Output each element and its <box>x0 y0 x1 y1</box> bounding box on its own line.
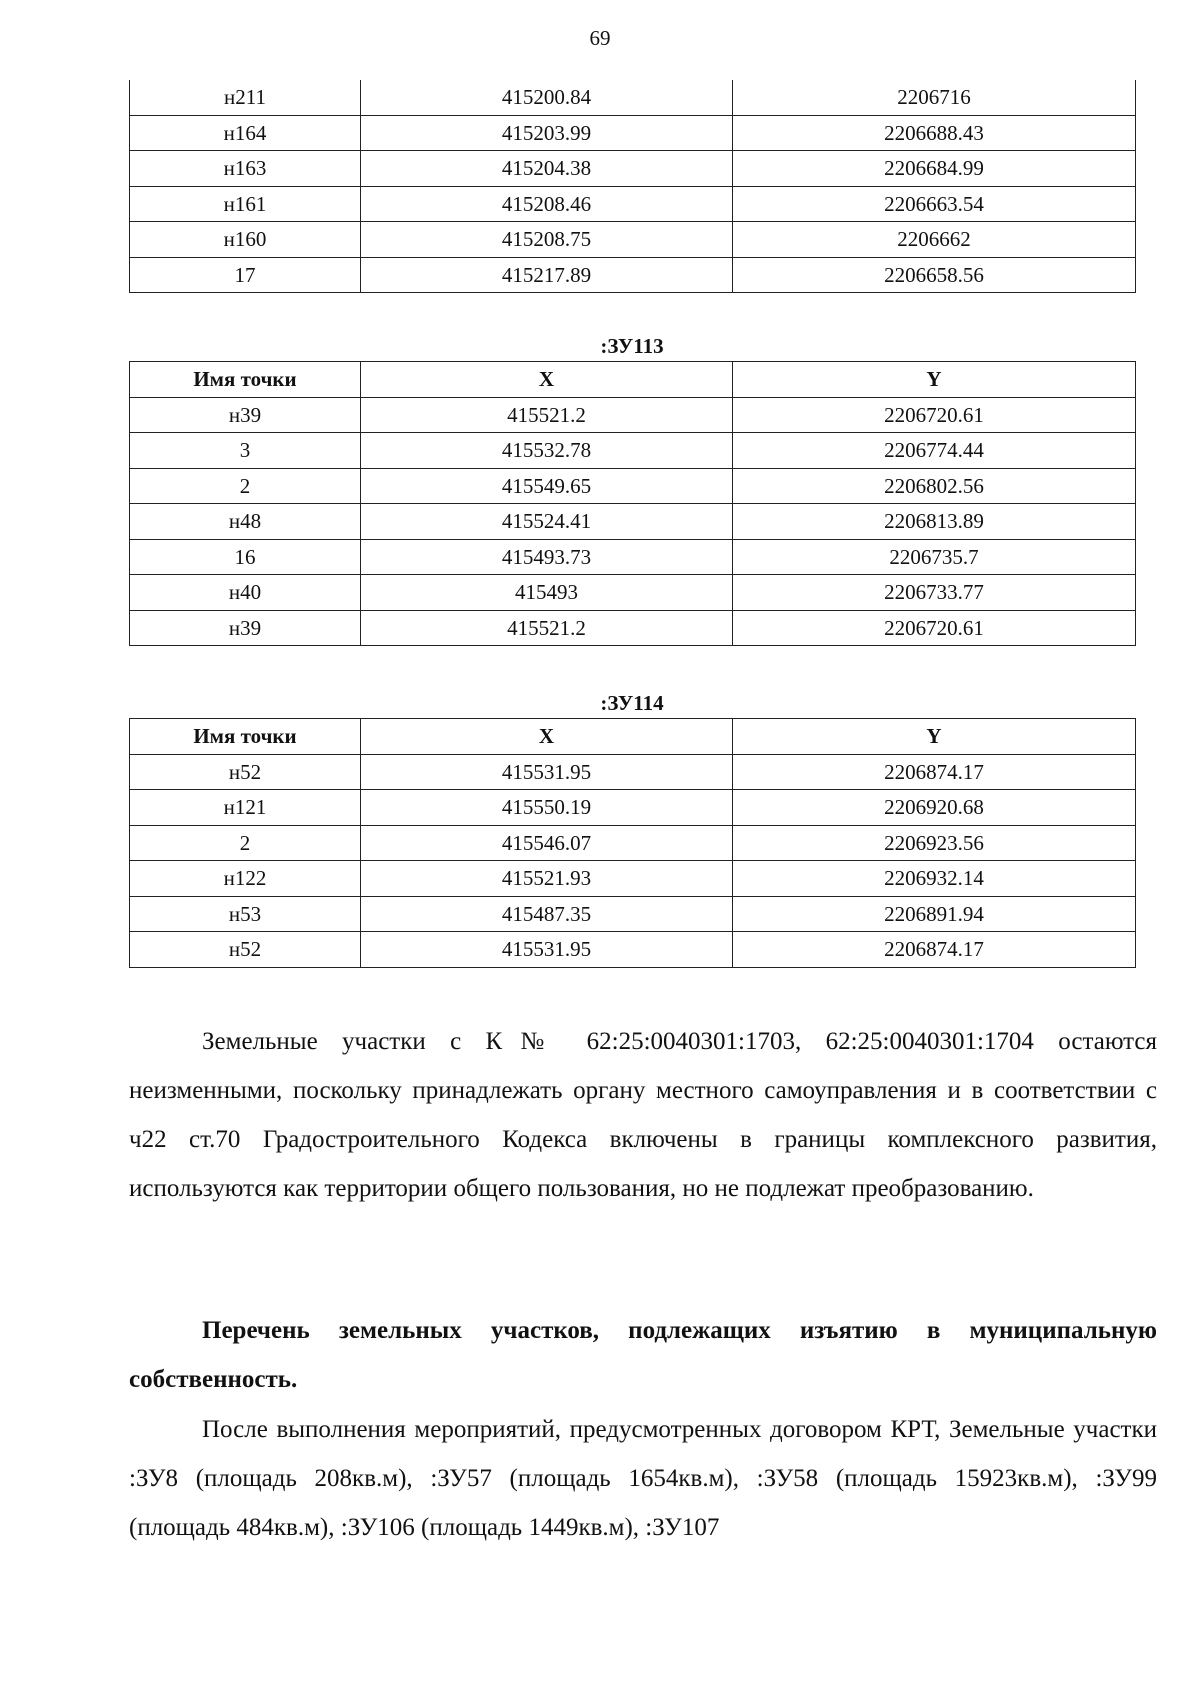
point-name-cell: н121 <box>130 790 361 826</box>
table-row <box>130 610 1136 646</box>
y-cell: 2206688.43 <box>733 115 1136 151</box>
y-cell: 2206658.56 <box>733 257 1136 293</box>
x-cell: 415531.95 <box>361 932 733 968</box>
x-cell: 415204.38 <box>361 151 733 187</box>
coordinates-table-zu114 <box>129 718 1136 968</box>
table-row <box>130 539 1136 575</box>
x-cell: 415521.93 <box>361 861 733 897</box>
table-row <box>130 151 1136 187</box>
x-cell: 415208.46 <box>361 186 733 222</box>
x-cell: 415521.2 <box>361 397 733 433</box>
x-cell: 415524.41 <box>361 504 733 540</box>
coordinates-table-zu113 <box>129 361 1136 646</box>
table-row <box>130 896 1136 932</box>
point-name-cell: 16 <box>130 539 361 575</box>
header-x: X <box>361 719 733 755</box>
table-row <box>130 186 1136 222</box>
x-cell: 415200.84 <box>361 80 733 115</box>
point-name-cell: н211 <box>130 80 361 115</box>
x-cell: 415487.35 <box>361 896 733 932</box>
point-name-cell: 17 <box>130 257 361 293</box>
header-y: Y <box>733 719 1136 755</box>
table-row <box>130 754 1136 790</box>
table-header-row <box>130 362 1136 398</box>
table-row <box>130 932 1136 968</box>
x-cell: 415532.78 <box>361 433 733 469</box>
y-cell: 2206720.61 <box>733 610 1136 646</box>
table-row <box>130 257 1136 293</box>
table-caption-zu114: :ЗУ114 <box>600 691 664 715</box>
y-cell: 2206802.56 <box>733 468 1136 504</box>
point-name-cell: н52 <box>130 932 361 968</box>
x-cell: 415546.07 <box>361 825 733 861</box>
table-row <box>130 790 1136 826</box>
table-row <box>130 504 1136 540</box>
header-y: Y <box>733 362 1136 398</box>
y-cell: 2206662 <box>733 222 1136 258</box>
y-cell: 2206684.99 <box>733 151 1136 187</box>
point-name-cell: н52 <box>130 754 361 790</box>
table-row <box>130 80 1136 115</box>
y-cell: 2206663.54 <box>733 186 1136 222</box>
table-row <box>130 861 1136 897</box>
point-name-cell: н160 <box>130 222 361 258</box>
y-cell: 2206733.77 <box>733 575 1136 611</box>
y-cell: 2206774.44 <box>733 433 1136 469</box>
y-cell: 2206735.7 <box>733 539 1136 575</box>
point-name-cell: 2 <box>130 825 361 861</box>
point-name-cell: н163 <box>130 151 361 187</box>
y-cell: 2206874.17 <box>733 932 1136 968</box>
y-cell: 2206923.56 <box>733 825 1136 861</box>
point-name-cell: н39 <box>130 397 361 433</box>
point-name-cell: н122 <box>130 861 361 897</box>
section-heading-withdrawal: Перечень земельных участков, подлежащих изъятию в муниципальную собственность. <box>129 1317 1157 1393</box>
header-point-name: Имя точки <box>130 362 361 398</box>
point-name-cell: н48 <box>130 504 361 540</box>
point-name-cell: н39 <box>130 610 361 646</box>
y-cell: 2206920.68 <box>733 790 1136 826</box>
table-row <box>130 575 1136 611</box>
y-cell: 2206891.94 <box>733 896 1136 932</box>
point-name-cell: 3 <box>130 433 361 469</box>
x-cell: 415493 <box>361 575 733 611</box>
x-cell: 415550.19 <box>361 790 733 826</box>
table-row <box>130 433 1136 469</box>
table-row <box>130 222 1136 258</box>
table-row <box>130 468 1136 504</box>
paragraph-unchanged-plots: Земельные участки с К№ 62:25:0040301:1703, 62:25:0040301:1704 остаются неизменными, поскольку принадлежать органу местного самоуправления и в соответствии с ч22 ст.70 Градостроительного Кодекса включены в границы комплексного развития, используются как территории общего пользования, но не подлежат преобразованию. <box>129 1028 1157 1202</box>
y-cell: 2206716 <box>733 80 1136 115</box>
table-row <box>130 115 1136 151</box>
point-name-cell: н53 <box>130 896 361 932</box>
y-cell: 2206720.61 <box>733 397 1136 433</box>
x-cell: 415203.99 <box>361 115 733 151</box>
header-x: X <box>361 362 733 398</box>
header-point-name: Имя точки <box>130 719 361 755</box>
paragraph-withdrawal: После выполнения мероприятий, предусмотренных договором КРТ, Земельные участки :ЗУ8 (площадь 208кв.м), :ЗУ57 (площадь 1654кв.м), :ЗУ58 (площадь 15923кв.м), :ЗУ99 (площадь 484кв.м), :ЗУ106 (площадь 1449кв.м), :ЗУ107 <box>129 1416 1157 1541</box>
table-header-row <box>130 719 1136 755</box>
x-cell: 415217.89 <box>361 257 733 293</box>
point-name-cell: н164 <box>130 115 361 151</box>
x-cell: 415208.75 <box>361 222 733 258</box>
point-name-cell: 2 <box>130 468 361 504</box>
y-cell: 2206813.89 <box>733 504 1136 540</box>
x-cell: 415493.73 <box>361 539 733 575</box>
point-name-cell: н161 <box>130 186 361 222</box>
x-cell: 415521.2 <box>361 610 733 646</box>
x-cell: 415531.95 <box>361 754 733 790</box>
coordinates-table-continued <box>129 80 1136 293</box>
x-cell: 415549.65 <box>361 468 733 504</box>
table-caption-zu113: :ЗУ113 <box>600 334 664 358</box>
table-row <box>130 825 1136 861</box>
point-name-cell: н40 <box>130 575 361 611</box>
y-cell: 2206932.14 <box>733 861 1136 897</box>
table-row <box>130 397 1136 433</box>
y-cell: 2206874.17 <box>733 754 1136 790</box>
page-number: 69 <box>589 26 611 50</box>
